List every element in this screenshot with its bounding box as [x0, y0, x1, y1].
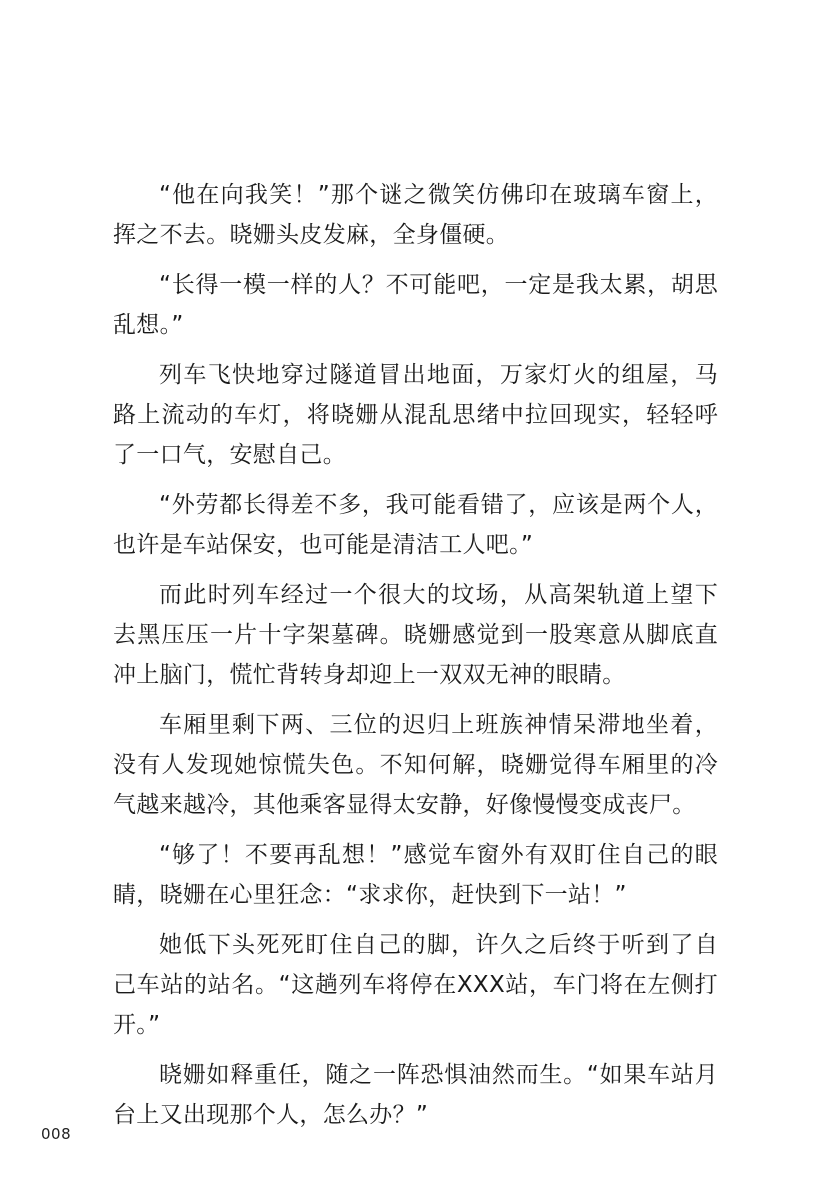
paragraph: 她低下头死死盯住自己的脚，许久之后终于听到了自己车站的站名。“这趟列车将停在XXX站，车门将在左侧打开。”	[113, 932, 718, 1038]
paragraph: “他在向我笑！”那个谜之微笑仿佛印在玻璃车窗上，挥之不去。晓姗头皮发麻，全身僵硬。	[113, 182, 718, 248]
paragraph: “长得一模一样的人？不可能吧，一定是我太累，胡思乱想。”	[113, 272, 718, 338]
paragraph: “够了！不要再乱想！”感觉车窗外有双盯住自己的眼睛，晓姗在心里狂念：“求求你，赶快到下一站！”	[113, 842, 718, 908]
paragraph: 而此时列车经过一个很大的坟场，从高架轨道上望下去黑压压一片十字架墓碑。晓姗感觉到一股寒意从脚底直冲上脑门，慌忙背转身却迎上一双双无神的眼睛。	[113, 582, 718, 688]
paragraph: 晓姗如释重任，随之一阵恐惧油然而生。“如果车站月台上又出现那个人，怎么办？”	[113, 1062, 718, 1128]
page-number: 008	[41, 1125, 72, 1143]
body-text	[113, 175, 718, 1145]
paragraph: 车厢里剩下两、三位的迟归上班族神情呆滞地坐着，没有人发现她惊慌失色。不知何解，晓姗觉得车厢里的冷气越来越冷，其他乘客显得太安静，好像慢慢变成丧尸。	[113, 712, 718, 818]
paragraph: “外劳都长得差不多，我可能看错了，应该是两个人，也许是车站保安，也可能是清洁工人吧。”	[113, 492, 718, 558]
paragraph: 列车飞快地穿过隧道冒出地面，万家灯火的组屋，马路上流动的车灯，将晓姗从混乱思绪中拉回现实，轻轻呼了一口气，安慰自己。	[113, 362, 718, 468]
